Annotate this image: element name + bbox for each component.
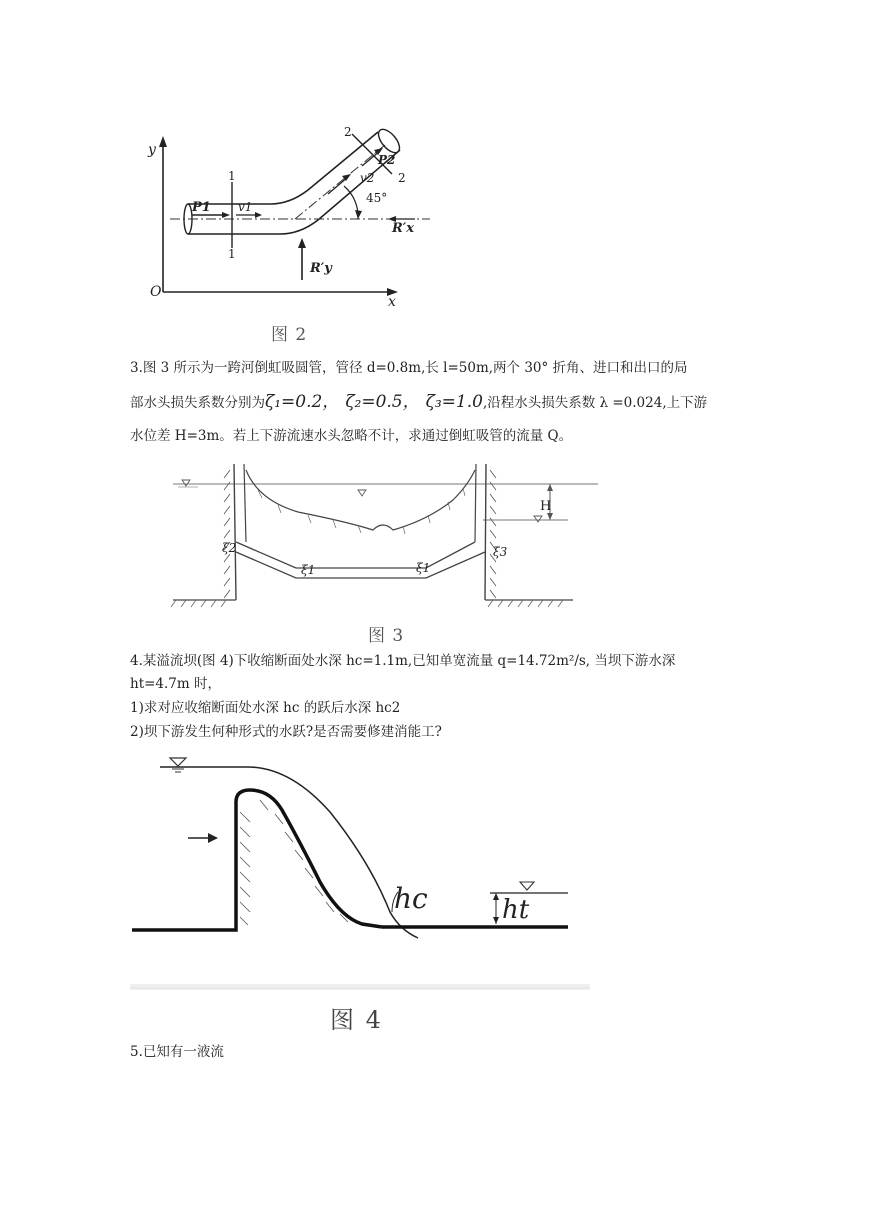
rx-label: R′x (392, 221, 414, 236)
xi1-right-label: ξ1 (416, 561, 431, 575)
q4-line-4: 2)坝下游发生何种形式的水跃?是否需要修建消能工? (130, 724, 442, 740)
zeta3-value: ζ₃=1.0 (425, 392, 483, 412)
ry-label: R′y (310, 261, 332, 276)
q3-line-2-b: ,沿程水头损失系数 λ =0.024,上下游 (482, 395, 708, 411)
h-label: H (540, 499, 552, 514)
zeta1-value: ζ₁=0.2， (265, 392, 340, 412)
x-axis-label: x (388, 294, 396, 310)
figure-2 (130, 120, 430, 310)
xi1-left-label: ξ1 (301, 563, 316, 577)
q4-line-3: 1)求对应收缩断面处水深 hc 的跃后水深 hc2 (130, 700, 401, 716)
figure-2-caption: 图 2 (271, 325, 308, 345)
zeta2-value: ζ₂=0.5， (345, 392, 420, 412)
figure-3-diagram (168, 460, 598, 612)
q4-line-1: 4.某溢流坝(图 4)下收缩断面处水深 hc=1.1m,已知单宽流量 q=14.72m²/s, 当坝下游水深 (130, 653, 676, 669)
figure-3-caption: 图 3 (368, 626, 405, 646)
q3-line-3: 水位差 H=3m。若上下游流速水头忽略不计，求通过倒虹吸管的流量 Q。 (130, 428, 573, 444)
section-2-top-label: 2 (344, 125, 352, 139)
hc-label: hc (394, 882, 428, 915)
q3-line-2-a: 部水头损失系数分别为 (130, 395, 265, 411)
section-1-bottom-label: 1 (228, 247, 236, 261)
xi2-label: ξ2 (222, 541, 237, 555)
q3-line-2 (130, 392, 707, 413)
v2-label: v2 (360, 171, 375, 185)
figure-2-diagram (130, 120, 430, 310)
p1-label: P1 (192, 200, 211, 215)
q4-line-2: ht=4.7m 时， (130, 676, 221, 692)
xi3-label: ξ3 (493, 545, 508, 559)
p2-label: P2 (378, 153, 396, 167)
y-axis-label: y (148, 142, 156, 158)
section-1-top-label: 1 (228, 169, 236, 183)
figure-3 (168, 460, 598, 612)
q3-line-1: 3.图 3 所示为一跨河倒虹吸圆管，管径 d=0.8m,长 l=50m,两个 30° 折角、进口和出口的局 (130, 360, 688, 376)
section-2-bottom-label: 2 (398, 171, 406, 185)
origin-label: O (150, 284, 162, 300)
v1-label: v1 (238, 200, 253, 214)
figure-4-caption: 图 4 (330, 1006, 383, 1034)
figure-4-diagram (130, 752, 590, 1002)
angle-label: 45° (366, 191, 388, 205)
ht-label: ht (502, 895, 530, 925)
figure-4 (130, 752, 590, 1002)
q5-line-1: 5.已知有一液流 (130, 1044, 224, 1060)
